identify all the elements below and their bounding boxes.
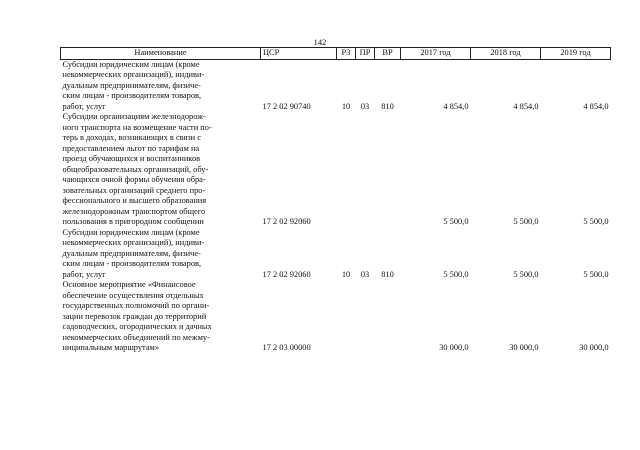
table-row: [61, 59, 611, 112]
header-2019: 2019 год: [541, 48, 611, 60]
row-name: Субсидии юридическим лицам (кроме некоммерческих организаций), индиви- дуальным предпринимателям, физиче- ским лицам - производителям товаров, работ, услуг: [62, 59, 205, 111]
row-2017: 30 000,0: [439, 343, 469, 352]
row-pr: 03: [360, 269, 370, 279]
row-rz: [337, 112, 356, 228]
budget-table: [60, 47, 611, 354]
row-rz: 10: [341, 269, 351, 279]
row-rz: 10: [341, 101, 351, 111]
table-row: [61, 280, 611, 354]
row-2018: 5 500,0: [513, 217, 539, 226]
header-csr: ЦСР: [261, 48, 337, 60]
row-pr: [356, 280, 375, 354]
header-rz: РЗ: [337, 48, 356, 60]
row-2019: 30 000,0: [579, 343, 609, 352]
table-row: [61, 228, 611, 281]
row-name: Субсидии юридическим лицам (кроме некоммерческих организаций), индиви- дуальным предпринимателям, физиче- ским лицам - производителям товаров, работ, услуг: [62, 227, 205, 279]
row-vr: [375, 280, 401, 354]
row-2017: 5 500,0: [443, 269, 469, 279]
row-csr: 17 2 03 00000: [262, 343, 311, 352]
row-2019: 4 854,0: [583, 101, 609, 111]
row-name: Основное мероприятие «Финансовое обеспечение осуществления отдельных государственных полномочий по органи- зации перевозок граждан до территорий садоводческих, огороднических и дачных некоммерческих объединений по межму- ниципальным маршрутам»: [62, 280, 212, 352]
table-header-row: [61, 48, 611, 60]
row-2018: 4 854,0: [513, 101, 539, 111]
page-number: 142: [313, 37, 327, 47]
row-2018: 30 000,0: [509, 343, 539, 352]
row-2017: 4 854,0: [443, 101, 469, 111]
row-csr: 17 2 02 92060: [262, 269, 311, 279]
row-2018: 5 500,0: [513, 269, 539, 279]
row-vr: 810: [381, 101, 394, 111]
row-rz: [337, 280, 356, 354]
header-pr: ПР: [356, 48, 375, 60]
row-vr: 810: [381, 269, 394, 279]
row-vr: [375, 112, 401, 228]
row-csr: 17 2 02 92060: [262, 217, 311, 226]
header-name: Наименование: [61, 48, 261, 60]
header-2017: 2017 год: [401, 48, 471, 60]
table-row: [61, 112, 611, 228]
row-name: Субсидии организациям железнодорож- ного транспорта на возмещение части по- терь в доходах, возникающих в связи с предоставлением льгот по тарифам на проезд обучающихся и воспитанников общеобразовательных организаций, обу- чающихся очной формы обучения обра- зовательных организаций среднего про- фессионального и высшего образования железнодорожным транспортом общего пользования в пригородном сообщении: [62, 112, 212, 226]
row-pr: [356, 112, 375, 228]
row-2019: 5 500,0: [583, 217, 609, 226]
row-2017: 5 500,0: [443, 217, 469, 226]
header-vr: ВР: [375, 48, 401, 60]
header-2018: 2018 год: [471, 48, 541, 60]
row-pr: 03: [360, 101, 370, 111]
row-2019: 5 500,0: [583, 269, 609, 279]
row-csr: 17 2 02 90740: [262, 101, 311, 111]
